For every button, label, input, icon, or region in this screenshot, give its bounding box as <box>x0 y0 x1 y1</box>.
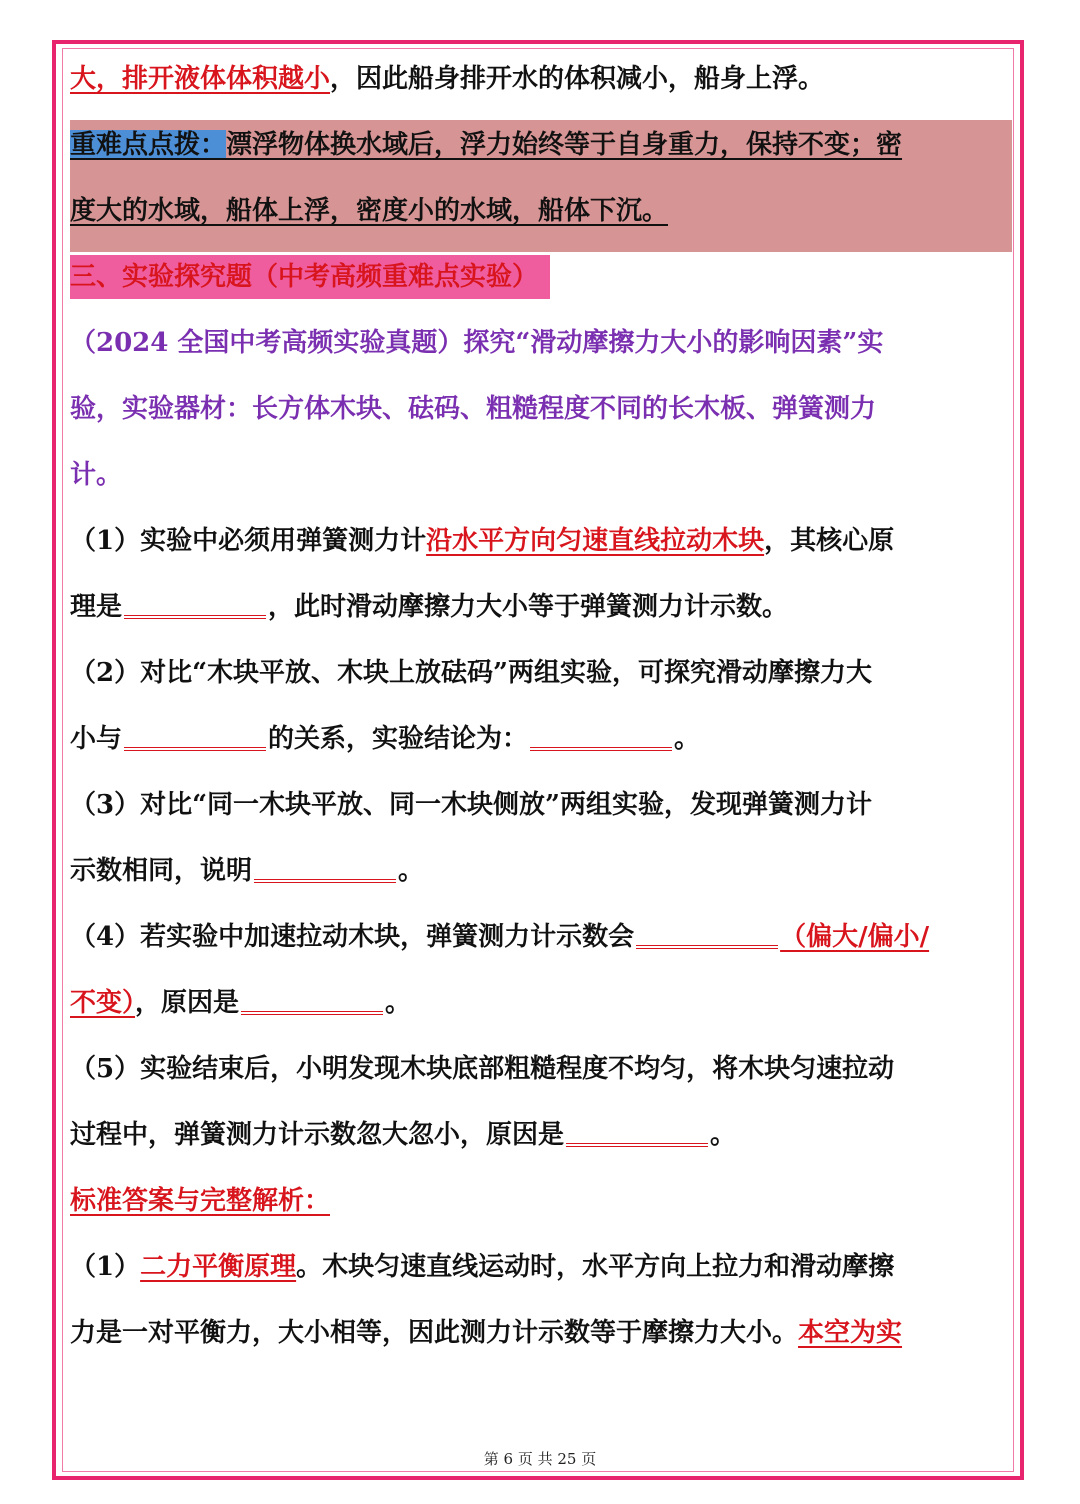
answer-1-line-2 <box>70 1300 1010 1366</box>
question-5-line-1: （5）实验结束后，小明发现木块底部粗糙程度不均匀，将木块匀速拉动 <box>70 1054 895 1084</box>
question-text: 。 <box>710 1120 737 1150</box>
tip-line-1 <box>70 112 1010 178</box>
question-text: 示数相同，说明 <box>70 856 253 886</box>
footer-text: 页 共 <box>517 1450 553 1468</box>
emphasis-text: 大，排开液体体积越小 <box>70 64 331 94</box>
footer-text: 页 <box>581 1450 597 1468</box>
question-4-line-2 <box>70 970 1010 1036</box>
question-1-line-1 <box>70 508 1010 574</box>
question-text: （1）实验中必须用弹簧测力计 <box>70 526 427 556</box>
question-5-line-2 <box>70 1102 1010 1168</box>
footer-page-number: 6 <box>503 1450 514 1468</box>
page-footer <box>0 1448 1080 1469</box>
question-text: ，原因是 <box>135 988 240 1018</box>
tip-line-2 <box>70 178 1010 244</box>
footer-total-pages: 25 <box>557 1450 577 1468</box>
section-heading-row <box>70 244 1010 310</box>
question-text: 小与 <box>70 724 123 754</box>
answer-blank[interactable] <box>241 1007 383 1015</box>
question-text: 。 <box>674 724 701 754</box>
question-text: ，此时滑动摩擦力大小等于弹簧测力计示数。 <box>268 592 789 622</box>
question-text: 。 <box>385 988 412 1018</box>
answer-1-line-1 <box>70 1234 1010 1300</box>
question-4-line-1 <box>70 904 1010 970</box>
question-text: 过程中，弹簧测力计示数忽大忽小，原因是 <box>70 1120 565 1150</box>
options-text: 不变） <box>70 988 136 1018</box>
answer-blank[interactable] <box>566 1139 708 1147</box>
answer-text: 。木块匀速直线运动时，水平方向上拉力和滑动摩擦 <box>296 1252 895 1282</box>
page-content <box>70 46 1010 1366</box>
answer-blank[interactable] <box>636 941 778 949</box>
answer-blank[interactable] <box>530 743 672 751</box>
question-3-line-2 <box>70 838 1010 904</box>
question-2-line-1: （2）对比“木块平放、木块上放砝码”两组实验，可探究滑动摩擦力大 <box>70 658 873 688</box>
answer-blank[interactable] <box>124 611 266 619</box>
answer-blank[interactable] <box>124 743 266 751</box>
question-3-line-1: （3）对比“同一木块平放、同一木块侧放”两组实验，发现弹簧测力计 <box>70 790 873 820</box>
answer-blank[interactable] <box>254 875 396 883</box>
question-text: ，其核心原 <box>764 526 895 556</box>
question-text: （4）若实验中加速拉动木块，弹簧测力计示数会 <box>70 922 635 952</box>
question-text: 。 <box>398 856 425 886</box>
answer-text: （1） <box>70 1252 141 1282</box>
question-1-line-2 <box>70 574 1010 640</box>
answer-heading: 标准答案与完整解析： <box>70 1186 331 1216</box>
question-2-line-2 <box>70 706 1010 772</box>
intro-line-3: 计。 <box>70 460 123 490</box>
footer-text: 第 <box>483 1450 499 1468</box>
tip-text: 漂浮物体换水域后，浮力始终等于自身重力，保持不变；密 <box>226 130 903 160</box>
answer-text: 力是一对平衡力，大小相等，因此测力计示数等于摩擦力大小。 <box>70 1318 799 1348</box>
tip-label: 重难点点拨： <box>70 130 227 160</box>
body-text: ，因此船身排开水的体积减小，船身上浮。 <box>330 64 825 94</box>
intro-line-2: 验，实验器材：长方体木块、砝码、粗糙程度不同的长木板、弹簧测力 <box>70 394 877 424</box>
paragraph-buoyancy-conclusion <box>70 46 1010 112</box>
question-text: 理是 <box>70 592 123 622</box>
answer-heading-row <box>70 1168 1010 1234</box>
emphasis-text: 二力平衡原理 <box>140 1252 297 1282</box>
tip-text: 度大的水域，船体上浮，密度小的水域，船体下沉。 <box>70 196 669 226</box>
question-text: 的关系，实验结论为： <box>268 724 529 754</box>
options-text: （偏大/偏小/ <box>780 922 930 952</box>
section-heading: 三、实验探究题（中考高频重难点实验） <box>70 255 550 299</box>
intro-line-1: （2024 全国中考高频实验真题）探究“滑动摩擦力大小的影响因素”实 <box>70 328 884 358</box>
emphasis-text: 本空为实 <box>798 1318 903 1348</box>
emphasis-text: 沿水平方向匀速直线拉动木块 <box>426 526 765 556</box>
